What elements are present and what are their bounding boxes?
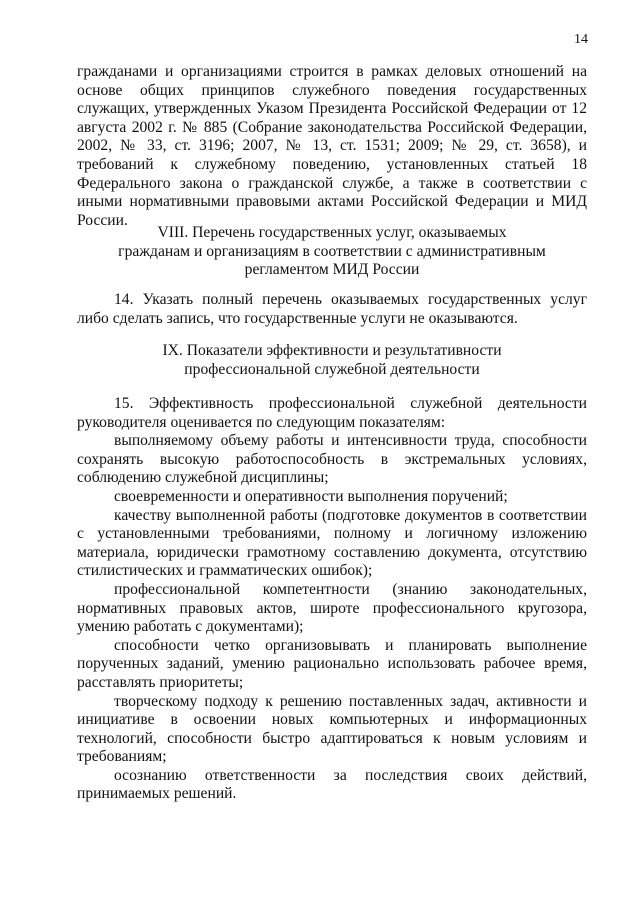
heading-line: гражданам и организациям в соответствии с административным xyxy=(118,242,546,260)
paragraph-14: 14. Указать полный перечень оказываемых государственных услуг либо сделать запись, что государственные услуги не оказываются. xyxy=(77,291,587,327)
indicator-item: осознанию ответственности за последствия своих действий, принимаемых решений. xyxy=(77,766,587,803)
indicator-item: творческому подходу к решению поставленных задач, активности и инициативе в освоении новых компьютерных и информационных технологий, способности быстро адаптироваться к новым условиям и требованиям; xyxy=(77,692,587,766)
heading-line: VIII. Перечень государственных услуг, оказываемых xyxy=(157,224,507,241)
paragraph-14-block xyxy=(77,291,587,328)
paragraph-15-block xyxy=(77,395,587,804)
indicator-item: качеству выполненной работы (подготовке документов в соответствии с установленными требованиями, полному и логичному изложению материала, юридически грамотному составлению документа, отсутствию стилистических и грамматических ошибок); xyxy=(77,506,587,580)
indicator-item: выполняемому объему работы и интенсивности труда, способности сохранять высокую работоспособность в экстремальных условиях, соблюдению служебной дисциплины; xyxy=(77,432,587,487)
indicator-item: своевременности и оперативности выполнения поручений; xyxy=(114,487,508,505)
page-number: 14 xyxy=(574,32,588,47)
heading-line: профессиональной служебной деятельности xyxy=(184,360,480,378)
continuation-paragraph: гражданами и организациями строится в рамках деловых отношений на основе общих принципов служебного поведения государственных служащих, утвержденных Указом Президента Российской Федерации от 12 августа 2002 г. № 885 (Собрание законодательства Российской Федерации, 2002, № 33, ст. 3196; 2007, № 13, ст. 1531; 2009; № 29, ст. 3658), и требований к служебному поведению, установленных статьей 18 Федерального закона о гражданской службе, а также в соответствии с иными нормативными правовыми актами Российской Федерации и МИД России. xyxy=(77,63,587,229)
paragraph-15: 15. Эффективность профессиональной служебной деятельности руководителя оценивается по следующим показателям: xyxy=(77,395,587,431)
heading-line: регламентом МИД России xyxy=(244,261,420,279)
continuation-block xyxy=(77,63,587,230)
section-viii-heading xyxy=(77,224,587,280)
section-ix-heading xyxy=(77,342,587,379)
indicator-item: способности четко организовывать и планировать выполнение порученных заданий, умению рационально использовать рабочее время, расставлять приоритеты; xyxy=(77,636,587,691)
heading-line: IX. Показатели эффективности и результативности xyxy=(162,342,502,359)
indicator-item: профессиональной компетентности (знанию законодательных, нормативных правовых актов, широте профессионального кругозора, умению работать с документами); xyxy=(77,580,587,636)
